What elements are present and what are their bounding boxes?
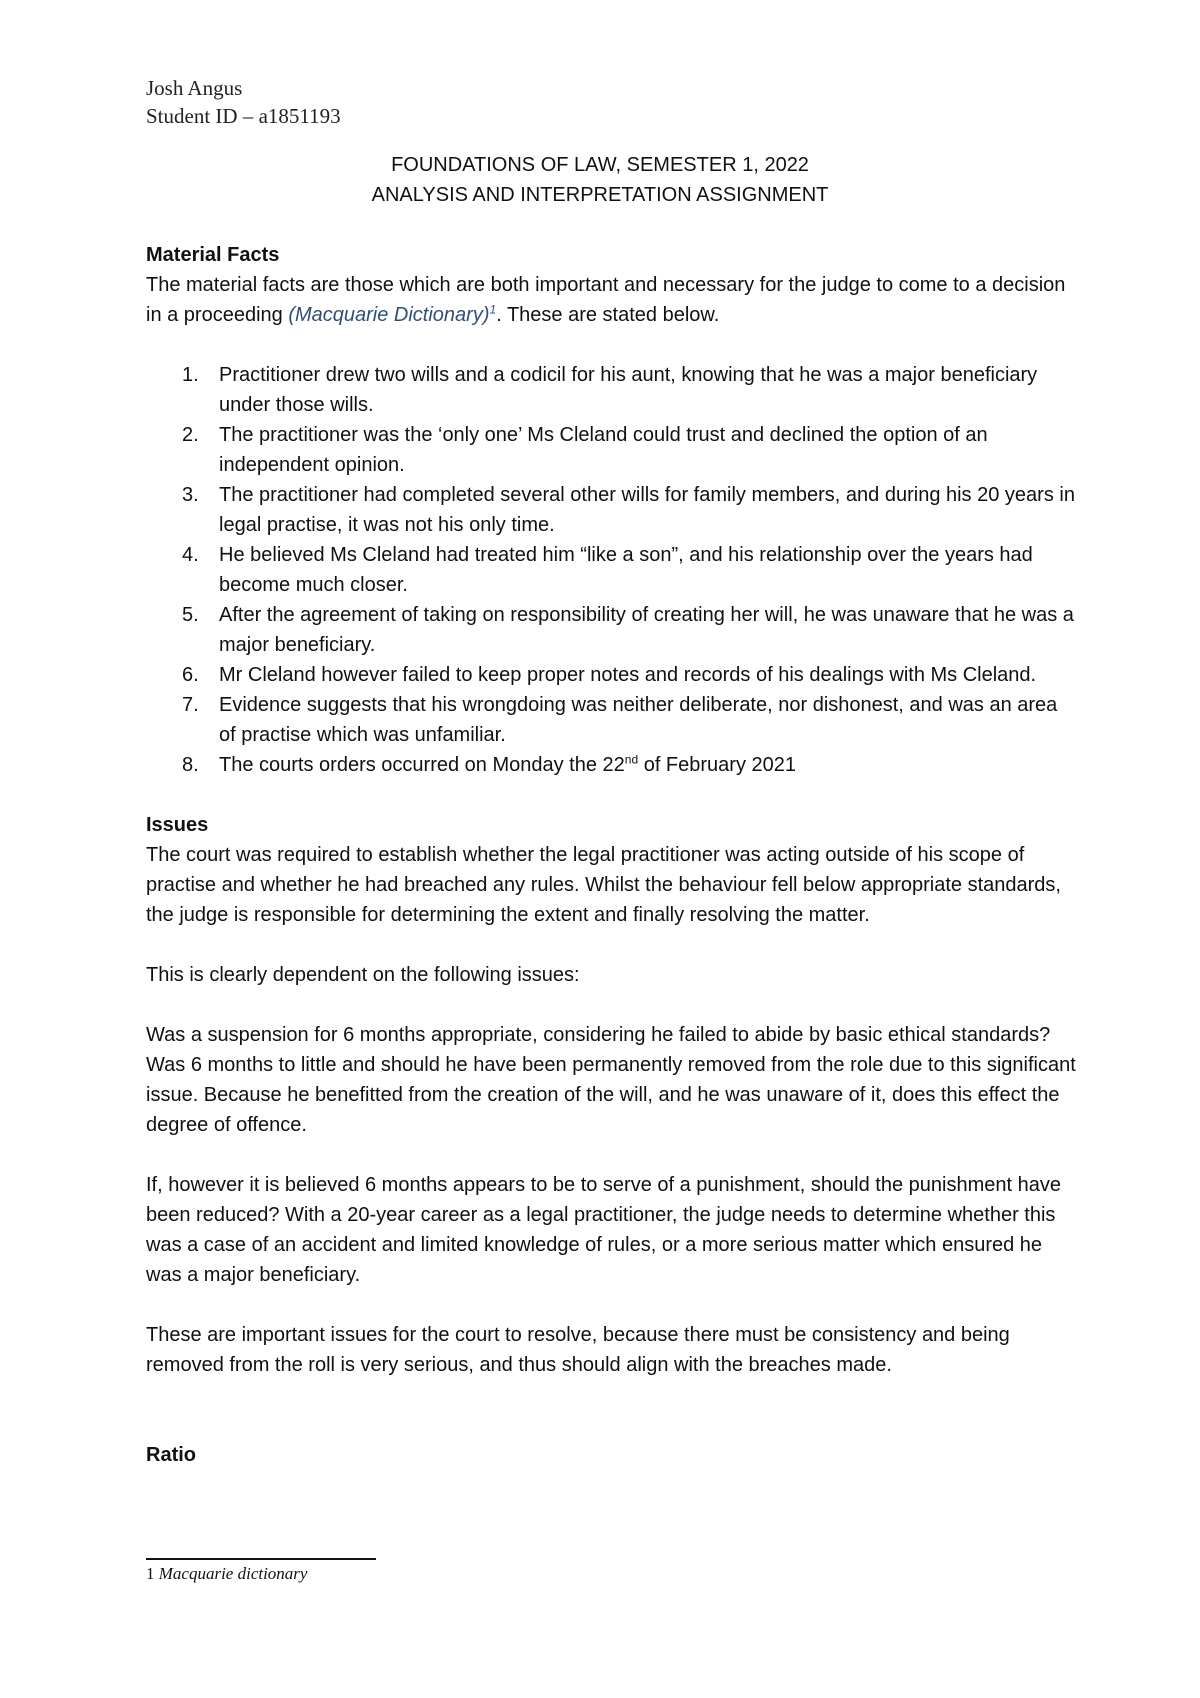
list-item	[146, 750, 1076, 780]
footnote	[146, 1562, 307, 1586]
intro-citation: (Macquarie Dictionary)	[288, 304, 490, 326]
issues-paragraph: This is clearly dependent on the following issues:	[146, 964, 580, 986]
issues-paragraph: If, however it is believed 6 months appears to be to serve of a punishment, should the punishment have been reduced? With a 20-year career as a legal practitioner, the judge needs to determine whether this was a case of an accident and limited knowledge of rules, or a more serious matter which ensured he was a major beneficiary.	[146, 1174, 1061, 1286]
list-item	[146, 690, 1076, 750]
issues-heading: Issues	[146, 814, 209, 836]
list-item	[146, 540, 1076, 600]
list-item	[146, 360, 1076, 420]
issues-paragraph: These are important issues for the court to resolve, because there must be consistency and being removed from the roll is very serious, and thus should align with the breaches made.	[146, 1324, 1010, 1376]
ratio-section	[146, 1440, 1076, 1470]
material-facts-list	[146, 360, 1076, 780]
list-item-number: 3.	[182, 484, 199, 506]
author-name: Josh Angus	[146, 76, 243, 100]
list-item	[146, 660, 1076, 690]
footnote-text: Macquarie dictionary	[158, 1564, 308, 1583]
list-item-text: He believed Ms Cleland had treated him “like a son”, and his relationship over the years had become much closer.	[219, 544, 1033, 596]
list-item-number: 1.	[182, 364, 199, 386]
list-item-number: 6.	[182, 664, 199, 686]
list-item-text: The practitioner was the ‘only one’ Ms Cleland could trust and declined the option of an independent opinion.	[219, 424, 988, 476]
issues-section	[146, 810, 1076, 1380]
list-item	[146, 480, 1076, 540]
issues-paragraph: The court was required to establish whether the legal practitioner was acting outside of his scope of practise and whether he had breached any rules. Whilst the behaviour fell below appropriate standards, the judge is responsible for determining the extent and finally resolving the matter.	[146, 844, 1061, 926]
list-item-text: The courts orders occurred on Monday the 22	[219, 754, 625, 776]
assignment-title: ANALYSIS AND INTERPRETATION ASSIGNMENT	[371, 184, 829, 206]
list-item-number: 5.	[182, 604, 199, 626]
material-facts-intro	[146, 270, 1076, 330]
list-item-text: Practitioner drew two wills and a codicil for his aunt, knowing that he was a major beneficiary under those wills.	[219, 364, 1038, 416]
list-item-text: Evidence suggests that his wrongdoing was neither deliberate, nor dishonest, and was an area of practise which was unfamiliar.	[219, 694, 1058, 746]
ratio-heading: Ratio	[146, 1444, 196, 1466]
ordinal-suffix: nd	[624, 752, 639, 767]
course-title: FOUNDATIONS OF LAW, SEMESTER 1, 2022	[391, 154, 809, 176]
author-block	[146, 74, 341, 130]
list-item-number: 8.	[182, 754, 199, 776]
list-item-number: 4.	[182, 544, 199, 566]
material-facts-heading: Material Facts	[146, 244, 280, 266]
list-item-number: 2.	[182, 424, 199, 446]
student-id: Student ID – a1851193	[146, 104, 341, 128]
list-item-text: Mr Cleland however failed to keep proper notes and records of his dealings with Ms Cleland.	[219, 664, 1037, 686]
issues-paragraph: Was a suspension for 6 months appropriate, considering he failed to abide by basic ethical standards? Was 6 months to little and should he have been permanently removed from the role due to this significant issue. Because he benefitted from the creation of the will, and he was unaware of it, does this effect the degree of offence.	[146, 1024, 1076, 1136]
list-item-text-end: of February 2021	[638, 754, 797, 776]
footnote-number: 1	[146, 1564, 155, 1583]
list-item	[146, 420, 1076, 480]
list-item-text: After the agreement of taking on responsibility of creating her will, he was unaware that he was a major beneficiary.	[219, 604, 1074, 656]
document-titles	[0, 150, 1200, 210]
footnote-separator	[146, 1558, 376, 1560]
intro-text-part1: The material facts are those which are both important and necessary for the judge to come to a decision in a proceeding	[146, 274, 1066, 326]
footnote-ref: 1	[489, 302, 497, 317]
list-item-text: The practitioner had completed several other wills for family members, and during his 20 years in legal practise, it was not his only time.	[219, 484, 1075, 536]
document-body	[146, 240, 1076, 1470]
list-item	[146, 600, 1076, 660]
list-item-number: 7.	[182, 694, 199, 716]
material-facts-section	[146, 240, 1076, 780]
intro-text-part2: . These are stated below.	[496, 304, 720, 326]
